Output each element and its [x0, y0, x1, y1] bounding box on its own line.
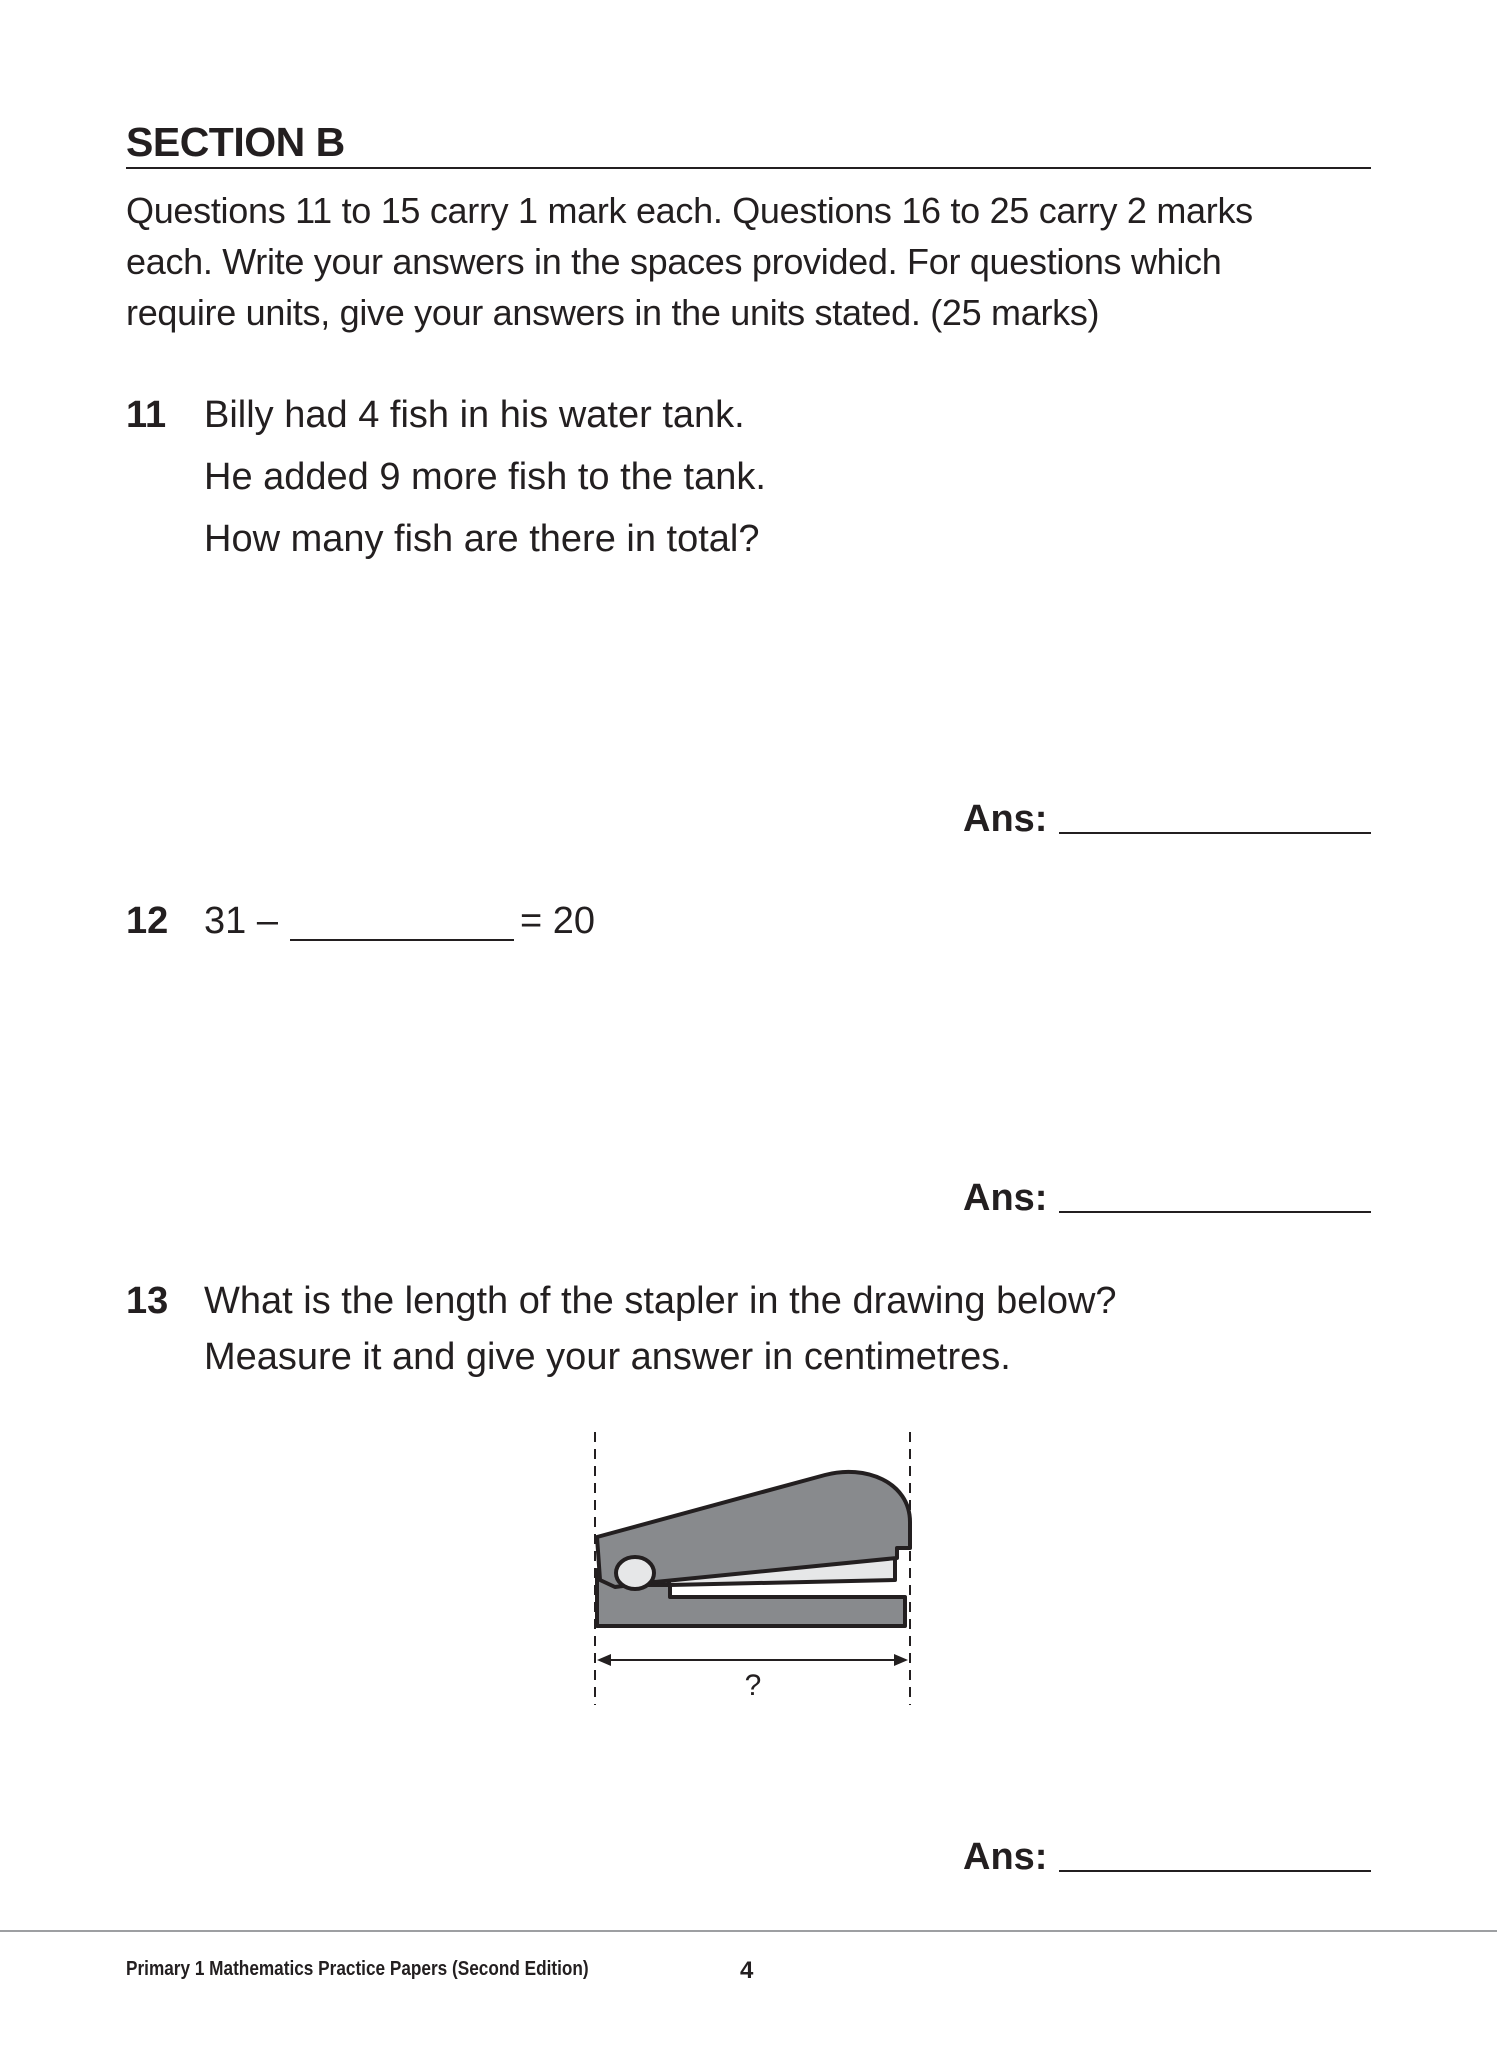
question-11-number: 11	[126, 394, 167, 436]
question-12-blank[interactable]	[290, 939, 514, 941]
question-13-number: 13	[126, 1280, 169, 1322]
page-number: 4	[740, 1957, 754, 1984]
question-13-line: What is the length of the stapler in the drawing below?	[204, 1280, 1117, 1322]
section-instructions	[126, 185, 1376, 338]
arrow-right-head	[894, 1654, 908, 1666]
question-12-equation-right: = 20	[520, 900, 596, 942]
section-title: SECTION B	[126, 119, 345, 165]
question-11-line: How many fish are there in total?	[204, 518, 760, 560]
question-13-answer-field[interactable]	[1059, 1870, 1371, 1872]
question-12-answer-label: Ans:	[963, 1177, 1048, 1219]
question-11-line: Billy had 4 fish in his water tank.	[204, 394, 745, 436]
measurement-question-mark: ?	[744, 1669, 762, 1702]
question-13-line: Measure it and give your answer in centimetres.	[204, 1336, 1011, 1378]
instructions-line: each. Write your answers in the spaces provided. For questions which	[126, 241, 1222, 282]
instructions-line: Questions 11 to 15 carry 1 mark each. Questions 16 to 25 carry 2 marks	[126, 190, 1253, 231]
footer-book-title: Primary 1 Mathematics Practice Papers (Second Edition)	[126, 1958, 589, 1980]
question-12-answer-field[interactable]	[1059, 1211, 1371, 1213]
section-divider	[126, 167, 1371, 169]
question-12-equation-left: 31 –	[204, 900, 278, 942]
stapler-figure	[575, 1430, 930, 1710]
question-13-answer-label: Ans:	[963, 1836, 1048, 1878]
question-12-number: 12	[126, 900, 169, 942]
question-11-line: He added 9 more fish to the tank.	[204, 456, 766, 498]
arrow-left-head	[597, 1654, 611, 1666]
stapler-hinge	[616, 1557, 654, 1589]
footer-divider	[0, 1930, 1497, 1932]
question-11-answer-field[interactable]	[1059, 832, 1371, 834]
question-11-answer-label: Ans:	[963, 798, 1048, 840]
instructions-line: require units, give your answers in the units stated. (25 marks)	[126, 292, 1100, 333]
